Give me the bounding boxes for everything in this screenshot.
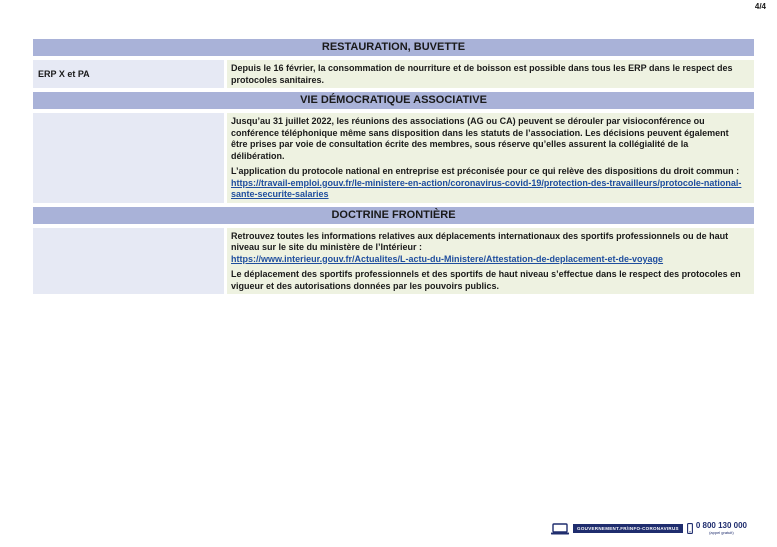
- protocole-national-link[interactable]: https://travail-emploi.gouv.fr/le-ministere-en-action/coronavirus-covid-19/protection-des-travailleurs/protocole-national-sante-securite-salaries: [231, 177, 742, 199]
- doctrine-paragraph-1: [231, 231, 744, 266]
- doctrine-paragraph-1-text: Retrouvez toutes les informations relatives aux déplacements internationaux des sportifs professionnels ou de haut niveau sur le site du ministère de l’Intérieur :: [231, 230, 729, 252]
- vie-democratique-paragraph-2: [231, 166, 744, 201]
- row-label-doctrine-frontiere: [33, 228, 224, 295]
- row-label-erp: ERP X et PA: [33, 60, 224, 88]
- footer: [550, 522, 747, 535]
- vie-democratique-paragraph-2-text: L’application du protocole national en entreprise est préconisée pour ce qui relève des dispositions du droit commun :: [231, 166, 740, 176]
- table-row-doctrine-frontiere: [33, 228, 754, 295]
- table-row-restauration: [33, 60, 754, 88]
- doctrine-paragraph-2: Le déplacement des sportifs professionnels et des sportifs de haut niveau s’effectue dans le respect des protocoles en vigueur et des autorisations données par les pouvoirs publics.: [231, 269, 741, 291]
- row-label-vie-democratique: [33, 113, 224, 203]
- section-header-doctrine-frontiere: DOCTRINE FRONTIÈRE: [33, 207, 754, 224]
- row-content-restauration: [227, 60, 754, 88]
- phone-note: (appel gratuit): [709, 530, 734, 535]
- section-header-restauration: RESTAURATION, BUVETTE: [33, 39, 754, 56]
- interieur-attestation-link[interactable]: https://www.interieur.gouv.fr/Actualites/L-actu-du-Ministere/Attestation-de-deplacement-et-de-voyage: [231, 253, 664, 264]
- section-header-vie-democratique: VIE DÉMOCRATIQUE ASSOCIATIVE: [33, 92, 754, 109]
- laptop-icon: [550, 523, 570, 535]
- vie-democratique-paragraph-1: Jusqu’au 31 juillet 2022, les réunions des associations (AG ou CA) peuvent se dérouler par visioconférence ou conférence téléphonique même sans disposition dans les statuts de l’association. Les décisions peuvent également être prises par voie de consultation écrite des membres, sous réserve qu’elles assurent la collégialité de la délibération.: [231, 116, 729, 161]
- info-table: [33, 39, 754, 298]
- row-content-vie-democratique: [227, 113, 754, 203]
- phone-number: 0 800 130 000: [695, 521, 747, 530]
- gov-info-banner[interactable]: GOUVERNEMENT.FR/INFO-CORONAVIRUS: [573, 524, 683, 533]
- table-row-vie-democratique: [33, 113, 754, 203]
- restauration-text: Depuis le 16 février, la consommation de nourriture et de boisson est possible dans tous les ERP dans le respect des protocoles sanitaires.: [231, 63, 733, 85]
- page-number: 4/4: [754, 2, 766, 11]
- phone-block: [696, 522, 747, 535]
- phone-icon: [687, 523, 693, 534]
- row-content-doctrine-frontiere: [227, 228, 754, 295]
